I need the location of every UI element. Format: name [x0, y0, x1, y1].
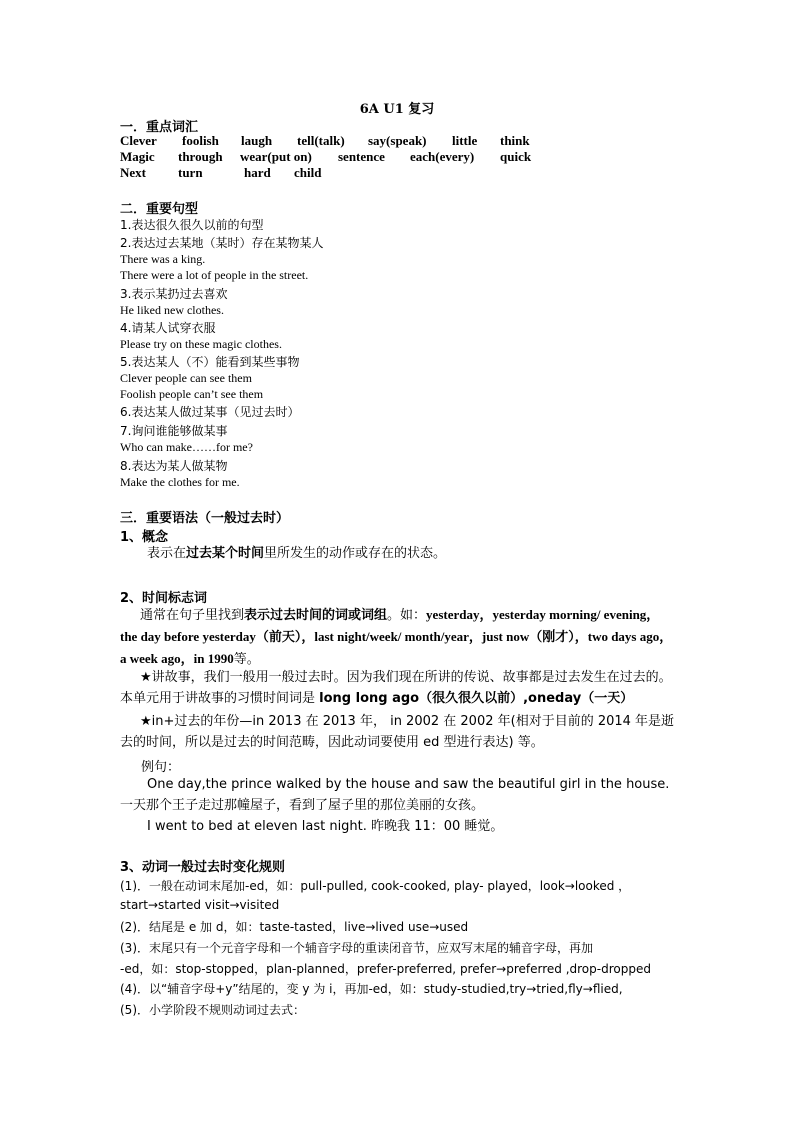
pattern-example: Who can make……for me?: [120, 440, 253, 454]
vocab-word: laugh: [241, 133, 273, 148]
section2-heading: 二．重要句型: [120, 202, 199, 217]
vocab-word: sentence: [338, 149, 385, 164]
pattern-line: 8.表达为某人做某物: [120, 459, 228, 473]
pattern-line: 1.表达很久很久以前的句型: [120, 218, 264, 232]
pattern-line: 7.询问谁能够做某事: [120, 424, 228, 438]
pattern-example: There were a lot of people in the street.: [120, 268, 309, 282]
rules-heading: 3、动词一般过去时变化规则: [120, 860, 286, 875]
vocab-word: Magic: [120, 149, 155, 164]
vocab-word: child: [294, 165, 322, 180]
concept-heading: 1、概念: [120, 530, 169, 545]
example-sentence: One day,the prince walked by the house and saw the beautiful girl in the house.一天那个王子走过那幢屋子，看到了屋子里的那位美丽的女孩。: [120, 777, 670, 813]
example-sentence: I went to bed at eleven last night. 昨晚我 11：00 睡觉。: [147, 819, 504, 834]
pattern-line: 6.表达某人做过某事（见过去时）: [120, 405, 300, 419]
pattern-example: Please try on these magic clothes.: [120, 337, 282, 351]
rule-line: (4)．以“辅音字母+y”结尾的，变 y 为 i，再加-ed，如：study-studied,try→tried,fly→flied,: [120, 982, 623, 996]
vocab-word: Clever: [120, 133, 157, 148]
section3-heading: 三．重要语法（一般过去时）: [120, 511, 290, 526]
page-title: 6A U1 复习: [359, 102, 435, 117]
pattern-example: He liked new clothes.: [120, 303, 224, 317]
rule-line: (2)．结尾是 e 加 d，如：taste-tasted，live→lived use→used: [120, 920, 469, 934]
vocab-word: say(speak): [368, 133, 427, 148]
story-tense-paragraph: ★讲故事，我们一般用一般过去时。因为我们现在所讲的传说、故事都是过去发生在过去的。本单元用于讲故事的习惯时间词是 long long ago（很久很久以前）,oneday（一天）: [120, 670, 672, 706]
pattern-example: Make the clothes for me.: [120, 475, 240, 489]
pattern-example: Foolish people can’t see them: [120, 387, 264, 401]
rule-line: -ed，如：stop-stopped，plan-planned，prefer-preferred, prefer→preferred ,drop-dropped: [120, 962, 651, 976]
vocab-word: Next: [120, 165, 146, 180]
vocab-word: each(every): [410, 149, 475, 164]
pattern-example: Clever people can see them: [120, 371, 252, 385]
rule-line: (1)．一般在动词末尾加-ed，如：pull-pulled, cook-cooked, play- played，look→looked ，: [120, 879, 631, 893]
vocab-word: foolish: [182, 133, 219, 148]
markers-heading: 2、时间标志词: [120, 591, 208, 606]
pattern-line: 4.请某人试穿衣服: [120, 321, 216, 335]
vocab-word: quick: [500, 149, 532, 164]
year-paragraph: ★in+过去的年份—in 2013 在 2013 年， in 2002 在 2002 年(相对于目前的 2014 年是逝去的时间，所以是过去的时间范畴，因此动词要使用 ed 型进行表达) 等。: [120, 714, 675, 750]
vocab-word: turn: [178, 165, 203, 180]
concept-paragraph: 表示在过去某个时间里所发生的动作或存在的状态。: [147, 546, 447, 561]
vocab-word: think: [500, 133, 530, 148]
rule-line: (5)．小学阶段不规则动词过去式：: [120, 1003, 305, 1017]
vocab-word: little: [452, 133, 478, 148]
rule-line: (3)．末尾只有一个元音字母和一个辅音字母的重读闭音节，应双写末尾的辅音字母，再加: [120, 941, 594, 955]
pattern-line: 3.表示某扔过去喜欢: [120, 287, 228, 301]
pattern-line: 2.表达过去某地（某时）存在某物某人: [120, 236, 324, 250]
rule-line: start→started visit→visited: [120, 898, 280, 912]
section1-heading: 一．重点词汇: [120, 120, 199, 135]
example-label: 例句：: [141, 760, 181, 775]
vocab-word: through: [178, 149, 223, 164]
vocab-word: hard: [244, 165, 271, 180]
vocab-word: tell(talk): [297, 133, 345, 148]
vocab-word: wear(put on): [240, 149, 312, 164]
pattern-line: 5.表达某人（不）能看到某些事物: [120, 355, 300, 369]
markers-paragraph: 通常在句子里找到表示过去时间的词或词组。如：yesterday，yesterday morning/ evening，the day before yesterday（前天），last night/week/ month/year，just now（刚才），two days ago，a week ago，in 1990等。: [120, 607, 673, 667]
pattern-example: There was a king.: [120, 252, 206, 266]
